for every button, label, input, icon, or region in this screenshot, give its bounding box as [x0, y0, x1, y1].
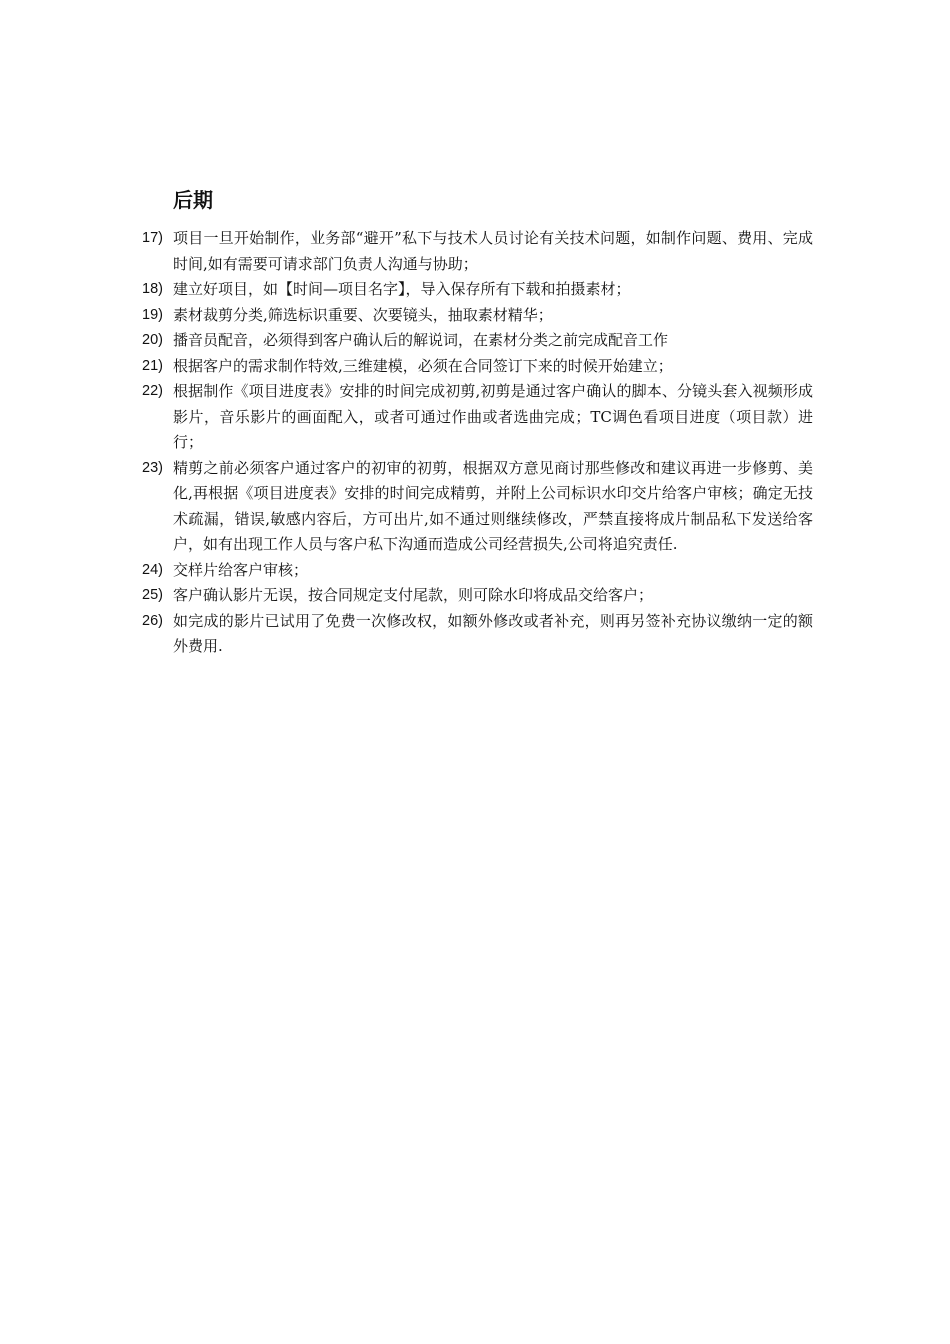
- list-item-number: 24): [142, 561, 163, 578]
- list-item-text: 项目一旦开始制作，业务部“避开”私下与技术人员讨论有关技术问题，如制作问题、费用、完成时间,如有需要可请求部门负责人沟通与协助；: [173, 229, 813, 273]
- list-item-text: 客户确认影片无误，按合同规定支付尾款，则可除水印将成品交给客户；: [173, 586, 654, 604]
- list-item: [0, 354, 813, 380]
- list-item: [0, 226, 813, 277]
- list-item-number: 21): [142, 357, 163, 374]
- list-item-number: 26): [142, 612, 163, 629]
- list-item-number: 23): [142, 459, 163, 476]
- numbered-list: [0, 226, 950, 660]
- list-item-text: 建立好项目，如【时间—项目名字】，导入保存所有下载和拍摄素材；: [173, 280, 631, 298]
- list-item-number: 25): [142, 587, 163, 603]
- list-item: [0, 328, 813, 354]
- list-item: [0, 456, 813, 558]
- list-item-number: 20): [142, 332, 163, 348]
- list-item: [0, 609, 813, 660]
- list-item: [0, 277, 813, 303]
- list-item-text: 播音员配音，必须得到客户确认后的解说词，在素材分类之前完成配音工作: [173, 331, 669, 349]
- list-item-number: 19): [142, 306, 163, 323]
- list-item-text: 如完成的影片已试用了免费一次修改权，如额外修改或者补充，则再另签补充协议缴纳一定的额外费用.: [173, 611, 813, 655]
- list-item: [0, 583, 813, 609]
- section-title: 后期: [173, 188, 213, 212]
- list-item-number: 17): [142, 230, 163, 246]
- list-item-text: 素材裁剪分类,筛选标识重要、次要镜头，抽取素材精华；: [173, 305, 553, 324]
- list-item-number: 18): [142, 281, 163, 297]
- list-item: [0, 558, 813, 584]
- list-item-text: 根据客户的需求制作特效,三维建模，必须在合同签订下来的时候开始建立；: [173, 356, 673, 375]
- list-item-text: 根据制作《项目进度表》安排的时间完成初剪,初剪是通过客户确认的脚本、分镜头套入视频形成影片，音乐影片的画面配入，或者可通过作曲或者选曲完成；TC调色看项目进度（项目款）进行；: [173, 382, 813, 451]
- list-item-number: 22): [142, 383, 163, 399]
- list-item: [0, 379, 813, 456]
- list-item-text: 精剪之前必须客户通过客户的初审的初剪，根据双方意见商讨那些修改和建议再进一步修剪、美化,再根据《项目进度表》安排的时间完成精剪，并附上公司标识水印交片给客户审核；确定无技术疏漏，错误,敏感内容后，方可出片,如不通过则继续修改，严禁直接将成片制品私下发送给客户，如有出现工作人员与客户私下沟通而造成公司经营损失,公司将追究责任.: [173, 458, 813, 553]
- list-item: [0, 303, 813, 329]
- list-item-text: 交样片给客户审核；: [173, 560, 309, 579]
